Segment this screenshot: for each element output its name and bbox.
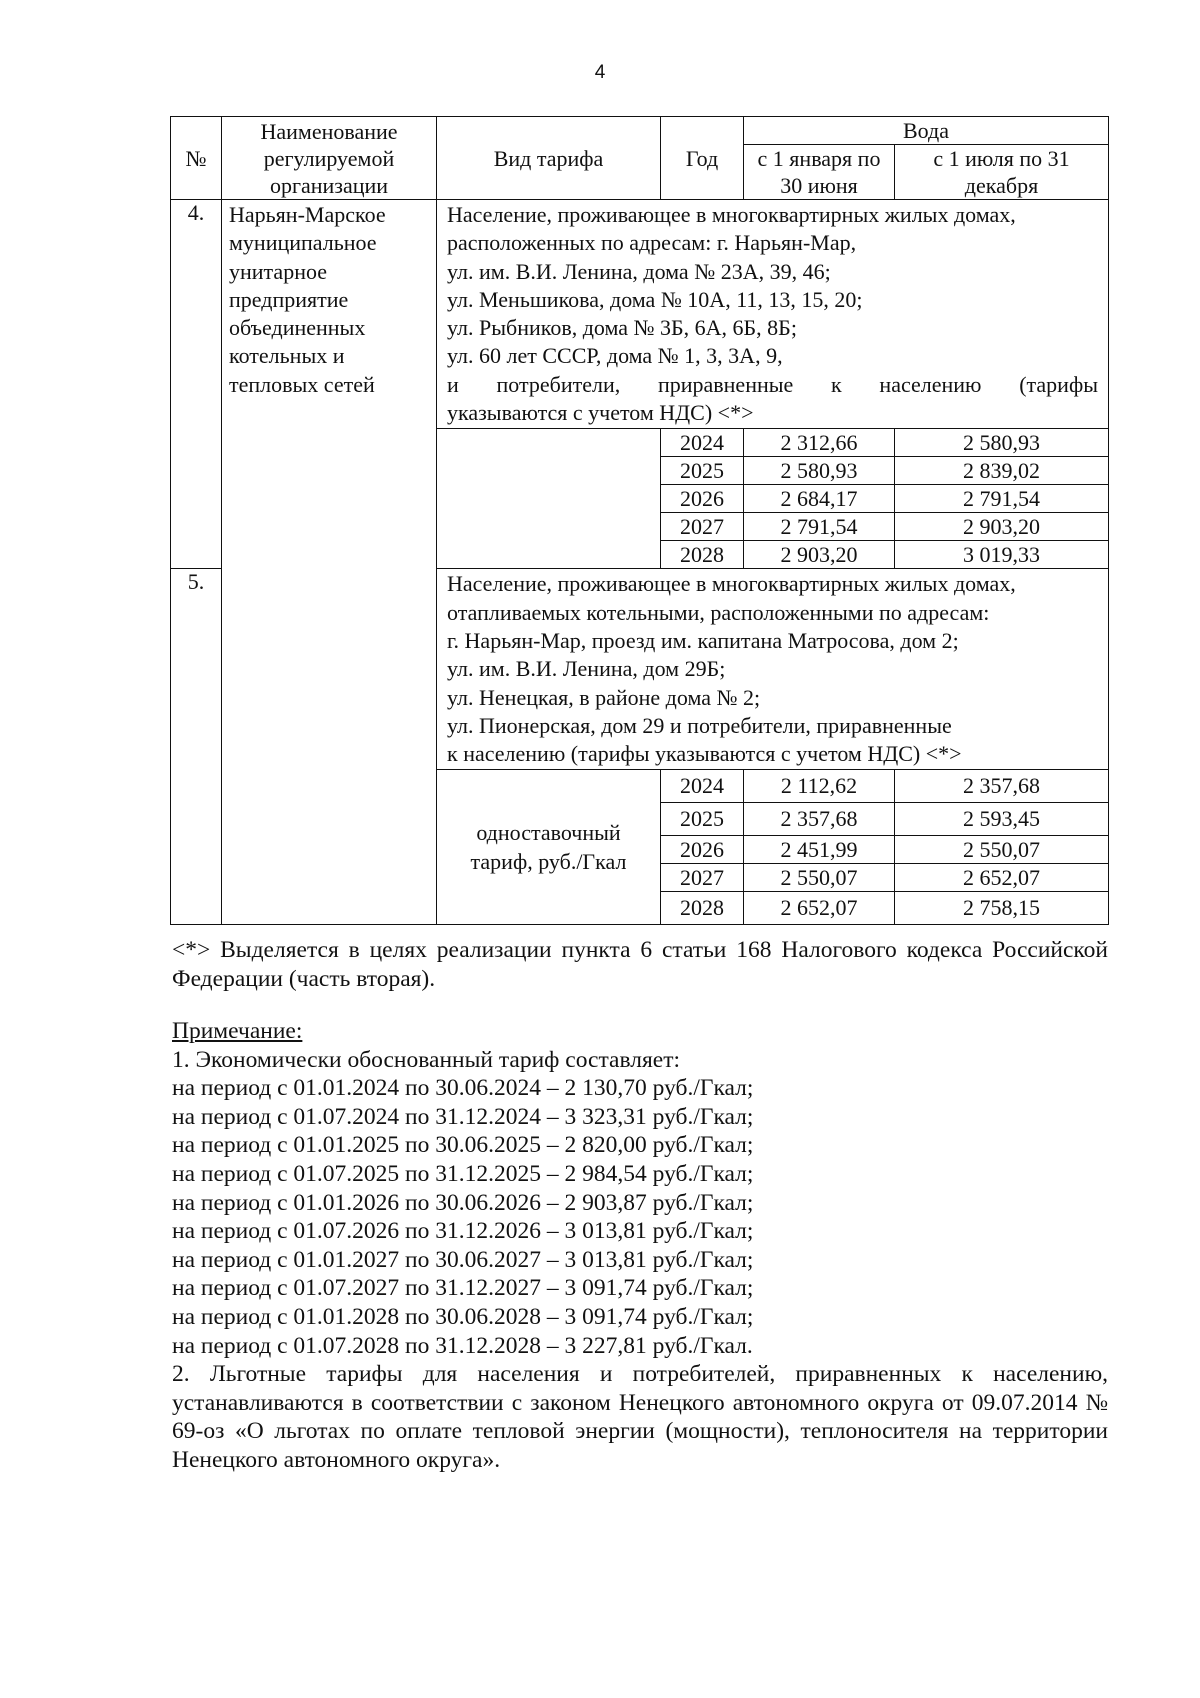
period-line: на период с 01.01.2025 по 30.06.2025 – 2 820,00 руб./Гкал; xyxy=(172,1132,754,1159)
year-cell: 2026 xyxy=(661,836,744,864)
header-year: Год xyxy=(661,117,744,200)
value-jan-jun: 2 312,66 xyxy=(744,429,895,457)
tariff-label: одноставочный тариф, руб./Гкал xyxy=(437,770,661,925)
note-title: Примечание: xyxy=(172,1018,303,1044)
row-description: Население, проживающее в многоквартирных жилых домах, расположенных по адресам: г. Нарьян-Мар, ул. им. В.И. Ленина, дома № 23А, 39, 46; ул. Меньшикова, дома № 10А, 11, 13, 15, 20; ул. Рыбников, дома № 3Б, 6А, 6Б, 8Б; ул. 60 лет СССР, дома № 1, 3, 3А, 9, и потребители, приравненные к населению (тарифы указываются с учетом НДС) <*> xyxy=(437,200,1109,429)
value-jul-dec: 2 593,45 xyxy=(895,803,1109,836)
header-period-jul-dec: с 1 июля по 31 декабря xyxy=(895,145,1109,200)
value-jan-jun: 2 451,99 xyxy=(744,836,895,864)
year-cell: 2028 xyxy=(661,892,744,925)
footnote: <*> Выделяется в целях реализации пункта 6 статьи 168 Налогового кодекса Российской Федерации (часть вторая). xyxy=(172,937,1108,992)
value-jan-jun: 2 580,93 xyxy=(744,457,895,485)
table-row xyxy=(171,200,1109,429)
note-item-1: 1. Экономически обоснованный тариф составляет: xyxy=(172,1046,681,1073)
value-jul-dec: 2 357,68 xyxy=(895,770,1109,803)
period-line: на период с 01.07.2028 по 31.12.2028 – 3 227,81 руб./Гкал. xyxy=(172,1332,753,1359)
page-number: 4 xyxy=(594,62,606,83)
value-jan-jun: 2 357,68 xyxy=(744,803,895,836)
row-number: 5. xyxy=(171,569,222,925)
year-cell: 2025 xyxy=(661,457,744,485)
tariff-table xyxy=(170,116,1109,925)
value-jul-dec: 2 791,54 xyxy=(895,485,1109,513)
value-jan-jun: 2 652,07 xyxy=(744,892,895,925)
year-cell: 2028 xyxy=(661,541,744,569)
value-jul-dec: 2 550,07 xyxy=(895,836,1109,864)
value-jan-jun: 2 684,17 xyxy=(744,485,895,513)
footnote-block xyxy=(172,936,1108,993)
value-jul-dec: 2 652,07 xyxy=(895,864,1109,892)
value-jul-dec: 2 758,15 xyxy=(895,892,1109,925)
year-cell: 2027 xyxy=(661,513,744,541)
year-cell: 2027 xyxy=(661,864,744,892)
notes-block xyxy=(172,1017,1108,1475)
year-cell: 2025 xyxy=(661,803,744,836)
period-line: на период с 01.01.2027 по 30.06.2027 – 3 013,81 руб./Гкал; xyxy=(172,1246,754,1273)
header-period-jan-jun: с 1 января по 30 июня xyxy=(744,145,895,200)
period-line: на период с 01.01.2026 по 30.06.2026 – 2 903,87 руб./Гкал; xyxy=(172,1189,754,1216)
note-item-2: 2. Льготные тарифы для населения и потребителей, приравненных к населению, устанавливаются в соответствии с законом Ненецкого автономного округа от 09.07.2014 № 69-оз «О льготах по оплате тепловой энергии (мощности), теплоносителя на территории Ненецкого автономного округа». xyxy=(172,1361,1108,1473)
value-jan-jun: 2 791,54 xyxy=(744,513,895,541)
period-line: на период с 01.07.2027 по 31.12.2027 – 3 091,74 руб./Гкал; xyxy=(172,1275,754,1302)
value-jul-dec: 2 580,93 xyxy=(895,429,1109,457)
header-organization: Наименование регулируемой организации xyxy=(222,117,437,200)
value-jul-dec: 2 839,02 xyxy=(895,457,1109,485)
row-number: 4. xyxy=(171,200,222,569)
table-header-row xyxy=(171,117,1109,145)
value-jan-jun: 2 550,07 xyxy=(744,864,895,892)
value-jan-jun: 2 903,20 xyxy=(744,541,895,569)
value-jul-dec: 2 903,20 xyxy=(895,513,1109,541)
year-cell: 2026 xyxy=(661,485,744,513)
value-jul-dec: 3 019,33 xyxy=(895,541,1109,569)
period-line: на период с 01.07.2025 по 31.12.2025 – 2 984,54 руб./Гкал; xyxy=(172,1160,754,1187)
organization-name: Нарьян-Марское муниципальное унитарное предприятие объединенных котельных и тепловых сетей xyxy=(222,200,437,925)
header-number: № xyxy=(171,117,222,200)
tariff-label xyxy=(437,429,661,569)
year-cell: 2024 xyxy=(661,770,744,803)
period-line: на период с 01.07.2024 по 31.12.2024 – 3 323,31 руб./Гкал; xyxy=(172,1103,754,1130)
value-jan-jun: 2 112,62 xyxy=(744,770,895,803)
period-line: на период с 01.07.2026 по 31.12.2026 – 3 013,81 руб./Гкал; xyxy=(172,1218,754,1245)
period-line: на период с 01.01.2024 по 30.06.2024 – 2 130,70 руб./Гкал; xyxy=(172,1075,754,1102)
header-tariff-type: Вид тарифа xyxy=(437,117,661,200)
year-cell: 2024 xyxy=(661,429,744,457)
row-description: Население, проживающее в многоквартирных жилых домах, отапливаемых котельными, расположенными по адресам: г. Нарьян-Мар, проезд им. капитана Матросова, дом 2; ул. им. В.И. Ленина, дом 29Б; ул. Ненецкая, в районе дома № 2; ул. Пионерская, дом 29 и потребители, приравненные к населению (тарифы указываются с учетом НДС) <*> xyxy=(437,569,1109,770)
header-water: Вода xyxy=(744,117,1109,145)
period-line: на период с 01.01.2028 по 30.06.2028 – 3 091,74 руб./Гкал; xyxy=(172,1303,754,1330)
